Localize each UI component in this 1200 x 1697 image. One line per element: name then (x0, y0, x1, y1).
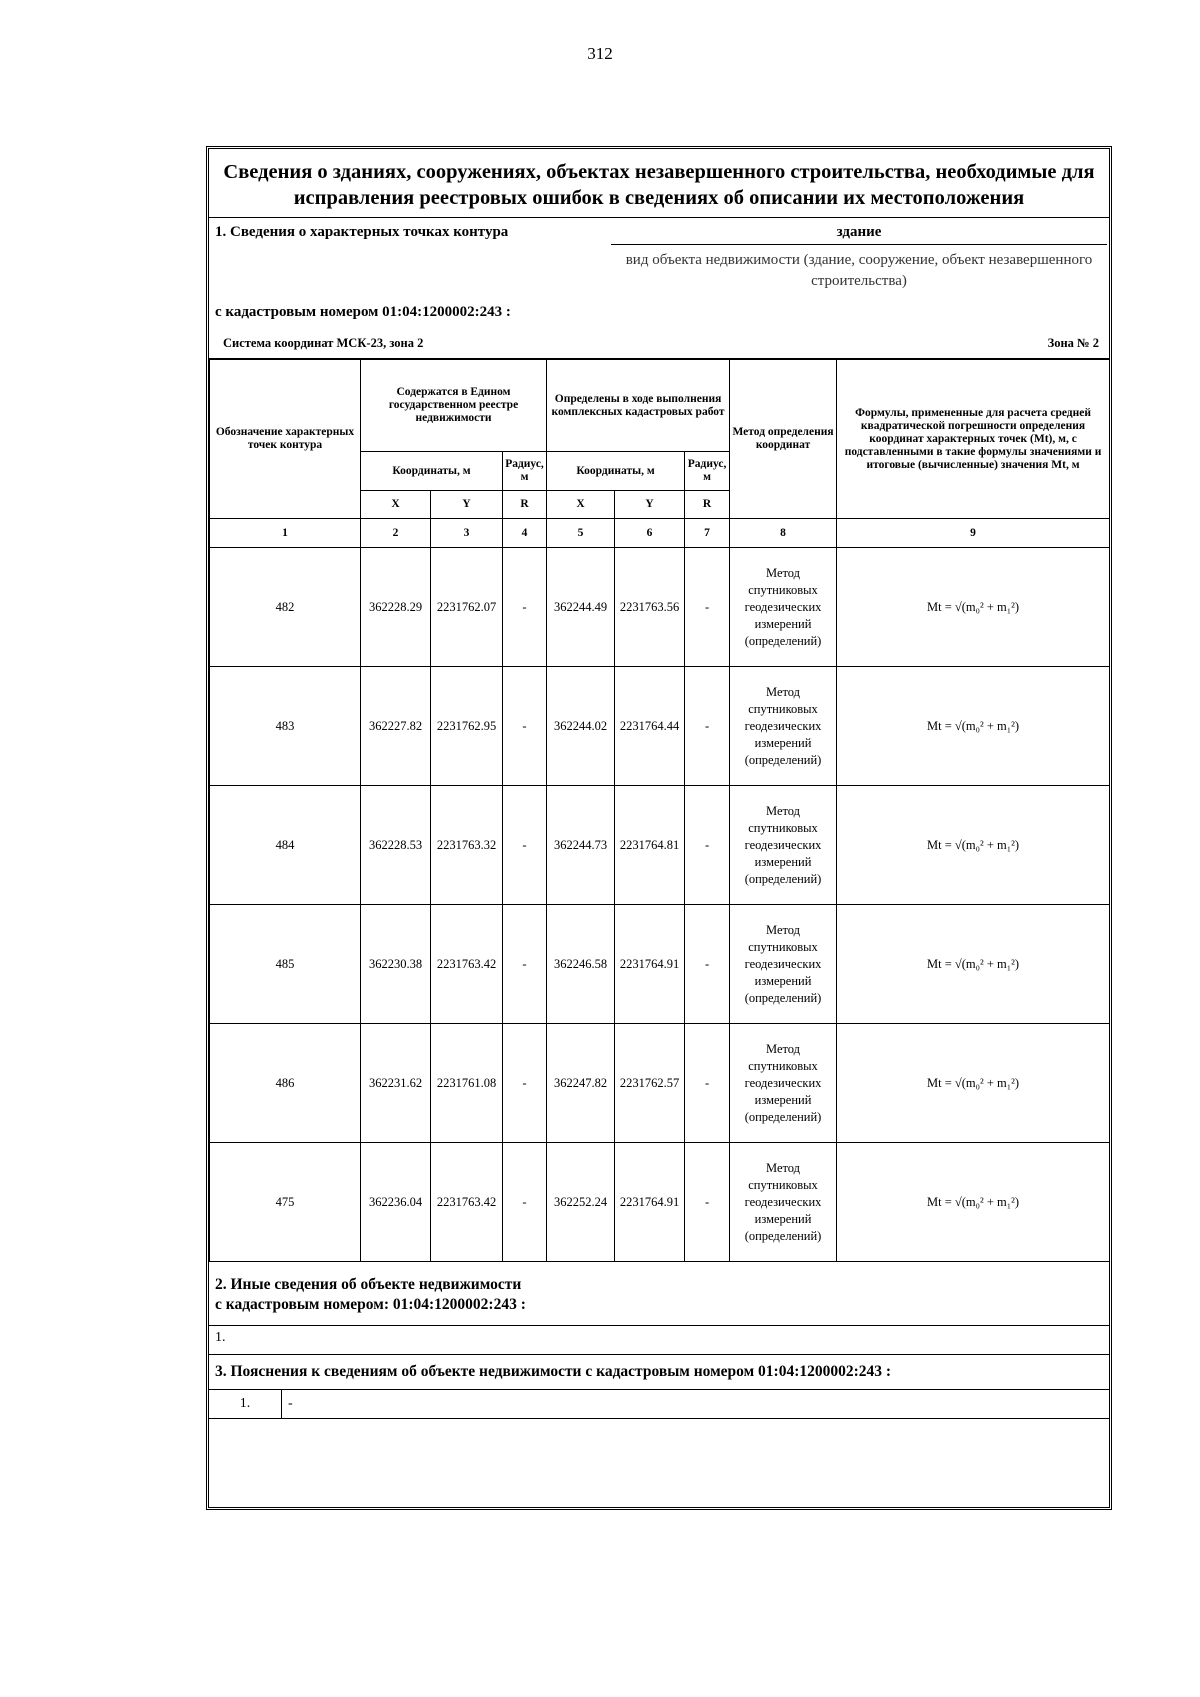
section-2-label: 2. Иные сведения об объекте недвижимости (215, 1276, 522, 1293)
egrn-y: 2231763.42 (431, 1143, 503, 1262)
section-2-item: 1. (209, 1326, 1109, 1355)
col-number: 3 (431, 519, 503, 548)
section-1-header (209, 218, 1109, 359)
header-y-2: Y (615, 491, 685, 519)
egrn-y: 2231761.08 (431, 1024, 503, 1143)
header-egrn: Содержатся в Едином государственном реестре недвижимости (361, 360, 547, 452)
point-number: 475 (210, 1143, 361, 1262)
complex-x: 362244.49 (547, 548, 615, 667)
complex-y: 2231764.91 (615, 905, 685, 1024)
egrn-y: 2231762.07 (431, 548, 503, 667)
header-method: Метод определения координат (730, 360, 837, 519)
header-x-1: X (361, 491, 431, 519)
col-number: 1 (210, 519, 361, 548)
header-r-2: R (685, 491, 730, 519)
complex-x: 362246.58 (547, 905, 615, 1024)
egrn-x: 362236.04 (361, 1143, 431, 1262)
formula: Mt = √(m₀² + m₁²) (837, 1143, 1110, 1262)
table-row (210, 905, 1110, 1024)
egrn-r: - (503, 548, 547, 667)
egrn-x: 362231.62 (361, 1024, 431, 1143)
egrn-x: 362227.82 (361, 667, 431, 786)
egrn-y: 2231762.95 (431, 667, 503, 786)
egrn-x: 362230.38 (361, 905, 431, 1024)
complex-x: 362244.02 (547, 667, 615, 786)
egrn-y: 2231763.42 (431, 905, 503, 1024)
col-number: 5 (547, 519, 615, 548)
table-row (210, 1024, 1110, 1143)
formula: Mt = √(m₀² + m₁²) (837, 905, 1110, 1024)
complex-x: 362244.73 (547, 786, 615, 905)
cadastral-number: с кадастровым номером 01:04:1200002:243 : (215, 304, 511, 320)
point-number: 486 (210, 1024, 361, 1143)
point-number: 484 (210, 786, 361, 905)
header-radius-2: Радиус, м (685, 452, 730, 491)
formula: Mt = √(m₀² + m₁²) (837, 548, 1110, 667)
point-number: 483 (210, 667, 361, 786)
complex-r: - (685, 786, 730, 905)
header-coords-1: Координаты, м (361, 452, 503, 491)
egrn-x: 362228.29 (361, 548, 431, 667)
method: Метод спутниковых геодезических измерений (определений) (730, 667, 837, 786)
complex-x: 362247.82 (547, 1024, 615, 1143)
document-title: Сведения о зданиях, сооружениях, объектах незавершенного строительства, необходимые для исправления реестровых ошибок в сведениях об описании их местоположения (209, 149, 1109, 218)
zone-label: Зона № 2 (1047, 336, 1099, 350)
section-2-cadastral: с кадастровым номером: 01:04:1200002:243 : (215, 1296, 526, 1313)
complex-y: 2231764.81 (615, 786, 685, 905)
header-complex: Определены в ходе выполнения комплексных кадастровых работ (547, 360, 730, 452)
complex-r: - (685, 1143, 730, 1262)
method: Метод спутниковых геодезических измерений (определений) (730, 1143, 837, 1262)
col-number: 9 (837, 519, 1110, 548)
table-row (210, 786, 1110, 905)
col-number: 4 (503, 519, 547, 548)
complex-y: 2231764.91 (615, 1143, 685, 1262)
complex-r: - (685, 548, 730, 667)
egrn-r: - (503, 667, 547, 786)
col-number: 8 (730, 519, 837, 548)
header-coords-2: Координаты, м (547, 452, 685, 491)
table-row (210, 667, 1110, 786)
complex-y: 2231762.57 (615, 1024, 685, 1143)
object-type-hint: вид объекта недвижимости (здание, сооружение, объект незавершенного строительства) (625, 252, 1093, 289)
egrn-r: - (503, 905, 547, 1024)
formula: Mt = √(m₀² + m₁²) (837, 1024, 1110, 1143)
header-y-1: Y (431, 491, 503, 519)
method: Метод спутниковых геодезических измерений (определений) (730, 905, 837, 1024)
egrn-y: 2231763.32 (431, 786, 503, 905)
point-number: 482 (210, 548, 361, 667)
point-number: 485 (210, 905, 361, 1024)
col-number: 6 (615, 519, 685, 548)
section-3-item-value: - (288, 1396, 293, 1411)
complex-r: - (685, 1024, 730, 1143)
section-3-row (209, 1390, 1109, 1419)
formula: Mt = √(m₀² + m₁²) (837, 667, 1110, 786)
col-number: 7 (685, 519, 730, 548)
table-row (210, 548, 1110, 667)
complex-x: 362252.24 (547, 1143, 615, 1262)
egrn-r: - (503, 1024, 547, 1143)
formula: Mt = √(m₀² + m₁²) (837, 786, 1110, 905)
complex-y: 2231764.44 (615, 667, 685, 786)
header-r-1: R (503, 491, 547, 519)
method: Метод спутниковых геодезических измерений (определений) (730, 786, 837, 905)
page-number: 312 (587, 44, 613, 63)
document-frame (206, 146, 1112, 1510)
section-3-label: 3. Пояснения к сведениям об объекте недвижимости с кадастровым номером 01:04:1200002:243 : (209, 1355, 1109, 1390)
egrn-x: 362228.53 (361, 786, 431, 905)
object-type: здание (611, 224, 1107, 245)
egrn-r: - (503, 1143, 547, 1262)
section-1-label: 1. Сведения о характерных точках контура (215, 224, 509, 240)
header-formula: Формулы, примененные для расчета средней квадратической погрешности определения координат характерных точек (Mt), м, с подставленными в такие формулы значениями и итоговые (вычисленные) значения Mt, м (837, 360, 1110, 519)
complex-r: - (685, 905, 730, 1024)
section-3-item-number: 1. (209, 1390, 282, 1418)
header-designation: Обозначение характерных точек контура (210, 360, 361, 519)
method: Метод спутниковых геодезических измерений (определений) (730, 1024, 837, 1143)
header-radius-1: Радиус, м (503, 452, 547, 491)
method: Метод спутниковых геодезических измерений (определений) (730, 548, 837, 667)
header-x-2: X (547, 491, 615, 519)
col-number: 2 (361, 519, 431, 548)
complex-r: - (685, 667, 730, 786)
coordinate-system: Система координат МСК-23, зона 2 (223, 336, 424, 350)
egrn-r: - (503, 786, 547, 905)
coordinates-table (209, 359, 1110, 1262)
section-2-header (209, 1262, 1109, 1326)
table-row (210, 1143, 1110, 1262)
complex-y: 2231763.56 (615, 548, 685, 667)
